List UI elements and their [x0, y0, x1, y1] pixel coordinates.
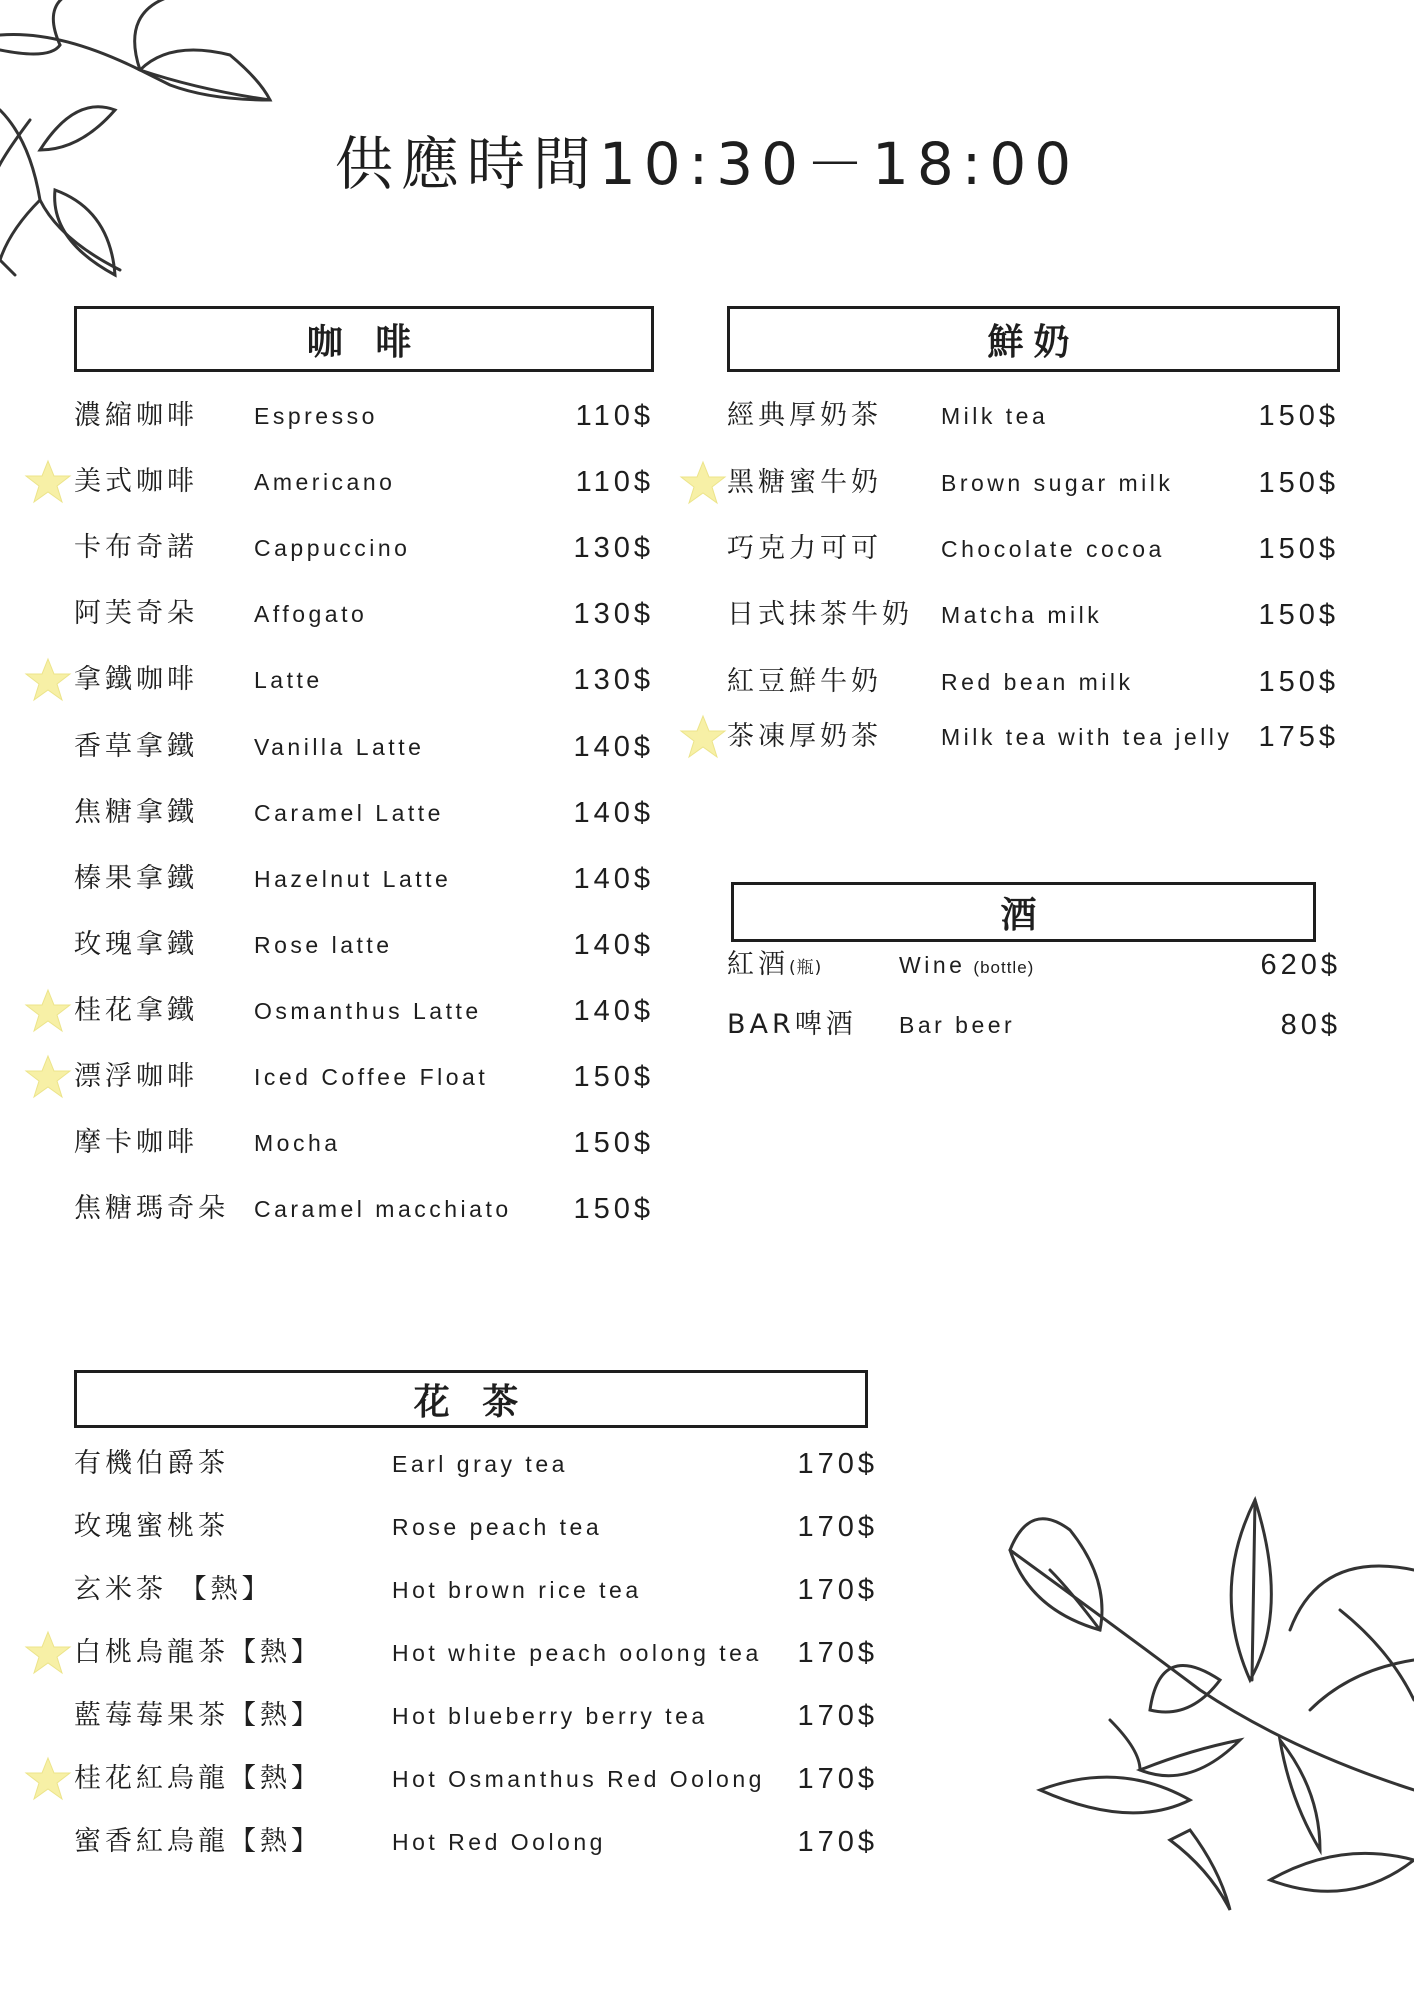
item-price: 175$: [1258, 721, 1339, 753]
item-price: 130$: [573, 532, 654, 565]
item-name-en: Milk tea with tea jelly: [941, 724, 1233, 750]
item-name-zh: 焦糖瑪奇朵: [74, 1193, 229, 1225]
item-price: 170$: [797, 1637, 878, 1669]
item-price: 140$: [573, 994, 654, 1027]
item-name-en: Hot white peach oolong tea: [392, 1640, 762, 1666]
menu-item-coffee: [74, 925, 664, 965]
page-title: 供應時間10:30－18:00: [334, 130, 1080, 198]
item-price: 170$: [797, 1448, 878, 1480]
item-name-zh: 黑糖蜜牛奶: [727, 467, 882, 498]
item-price: 150$: [573, 1193, 654, 1226]
item-name-zh: 藍莓莓果茶【熱】: [74, 1700, 322, 1731]
menu-item-milk: [727, 396, 1349, 436]
item-name-zh: 摩卡咖啡: [74, 1127, 198, 1159]
item-price: 150$: [1258, 599, 1339, 631]
menu-item-coffee: [74, 991, 664, 1031]
star-icon: [24, 1755, 72, 1803]
item-price: 170$: [797, 1700, 878, 1732]
item-name-en: Hazelnut Latte: [254, 865, 452, 892]
menu-item-milk: [727, 662, 1349, 702]
item-name-zh: 阿芙奇朵: [74, 598, 198, 630]
item-name-en: Iced Coffee Float: [254, 1064, 489, 1090]
item-name-zh: 桂花拿鐵: [74, 994, 198, 1026]
menu-item-tea: [74, 1444, 888, 1484]
star-icon: [24, 458, 72, 506]
item-name-zh: 榛果拿鐵: [74, 862, 198, 894]
menu-item-tea: [74, 1759, 888, 1799]
item-price: 170$: [797, 1511, 878, 1543]
item-name-en: Hot blueberry berry tea: [392, 1703, 708, 1729]
item-name-en: Latte: [254, 667, 323, 694]
section-header-coffee: 咖 啡: [74, 306, 654, 372]
star-icon: [679, 459, 727, 507]
item-price: 140$: [573, 928, 654, 961]
item-name-en: Red bean milk: [941, 669, 1134, 695]
item-name-en: Wine (bottle): [899, 952, 1035, 978]
item-price: 110$: [575, 400, 654, 432]
item-name-en: Affogato: [254, 601, 368, 628]
item-name-en: Osmanthus Latte: [254, 997, 482, 1024]
star-icon: [24, 1629, 72, 1677]
star-icon: [24, 1053, 72, 1101]
item-name-zh: 漂浮咖啡: [74, 1061, 198, 1092]
star-icon: [24, 987, 72, 1035]
menu-item-coffee: [74, 594, 664, 634]
item-price: 140$: [573, 796, 654, 829]
item-price: 130$: [573, 598, 654, 631]
item-price: 620$: [1260, 949, 1341, 981]
item-name-en: Caramel Latte: [254, 799, 444, 826]
item-price: 150$: [1258, 400, 1339, 432]
menu-item-coffee: [74, 462, 664, 502]
item-name-en: Milk tea: [941, 403, 1049, 429]
menu-item-milk: [727, 595, 1349, 635]
item-name-en: Americano: [254, 469, 396, 496]
menu-item-milk: [727, 717, 1349, 757]
menu-item-coffee: [74, 859, 664, 899]
item-name-zh: 拿鐵咖啡: [74, 664, 198, 696]
item-name-zh: 茶凍厚奶茶: [727, 721, 882, 752]
item-name-zh: 濃縮咖啡: [74, 400, 198, 431]
menu-item-coffee: [74, 396, 664, 436]
menu-item-coffee: [74, 793, 664, 833]
menu-item-coffee: [74, 528, 664, 568]
item-name-en: Caramel macchiato: [254, 1196, 512, 1223]
item-name-en: Rose latte: [254, 931, 393, 958]
item-price: 150$: [573, 1127, 654, 1160]
star-icon: [679, 713, 727, 761]
menu-item-tea: [74, 1822, 888, 1862]
item-name-zh: 美式咖啡: [74, 466, 198, 498]
item-name-en: Matcha milk: [941, 602, 1103, 628]
item-name-zh: BAR啤酒: [727, 1009, 857, 1040]
item-price: 170$: [797, 1826, 878, 1858]
menu-item-coffee: [74, 660, 664, 700]
item-price: 150$: [1258, 533, 1339, 565]
item-note-zh: (瓶): [789, 958, 823, 978]
item-name-en: Hot Osmanthus Red Oolong: [392, 1766, 765, 1792]
menu-item-milk: [727, 463, 1349, 503]
item-name-en: Hot brown rice tea: [392, 1577, 642, 1603]
item-price: 80$: [1280, 1009, 1341, 1041]
item-name-zh: 玫瑰拿鐵: [74, 928, 198, 960]
item-name-zh: 香草拿鐵: [74, 730, 198, 762]
section-header-milk: 鮮奶: [727, 306, 1340, 372]
item-price: 130$: [573, 664, 654, 697]
item-name-zh: 紅酒(瓶): [727, 949, 823, 980]
item-name-zh: 紅豆鮮牛奶: [727, 666, 882, 697]
item-name-en: Espresso: [254, 403, 378, 429]
item-name-zh: 卡布奇諾: [74, 532, 198, 564]
item-note-en: (bottle): [973, 958, 1035, 977]
leaf-branch-icon: [990, 1490, 1414, 1920]
star-icon: [24, 656, 72, 704]
item-name-zh: 焦糖拿鐵: [74, 796, 198, 828]
item-price: 140$: [573, 730, 654, 763]
menu-item-alcohol: [727, 1005, 1351, 1045]
item-price: 110$: [575, 466, 654, 499]
item-name-zh: 有機伯爵茶: [74, 1448, 229, 1479]
item-name-zh: 白桃烏龍茶【熱】: [74, 1637, 322, 1668]
item-name-en: Brown sugar milk: [941, 470, 1174, 496]
item-name-en: Rose peach tea: [392, 1514, 603, 1540]
menu-item-tea: [74, 1570, 888, 1610]
menu-item-tea: [74, 1507, 888, 1547]
menu-item-tea: [74, 1633, 888, 1673]
item-name-en: Vanilla Latte: [254, 733, 425, 760]
item-name-zh: 玫瑰蜜桃茶: [74, 1511, 229, 1542]
item-name-en: Bar beer: [899, 1012, 1016, 1038]
item-name-en: Mocha: [254, 1130, 341, 1157]
menu-item-alcohol: [727, 945, 1351, 985]
menu-item-coffee: [74, 1123, 664, 1163]
item-name-zh: 經典厚奶茶: [727, 400, 882, 431]
section-header-alcohol: 酒: [731, 882, 1316, 942]
section-header-tea: 花 茶: [74, 1370, 868, 1428]
item-name-en: Cappuccino: [254, 535, 411, 562]
item-price: 140$: [573, 862, 654, 895]
item-name-zh: 巧克力可可: [727, 533, 882, 564]
item-name-en: Chocolate cocoa: [941, 536, 1165, 562]
menu-item-tea: [74, 1696, 888, 1736]
item-price: 150$: [573, 1061, 654, 1093]
item-name-zh: 桂花紅烏龍【熱】: [74, 1763, 322, 1794]
item-name-zh: 玄米茶 【熱】: [74, 1574, 273, 1605]
menu-item-coffee: [74, 1189, 664, 1229]
menu-item-milk: [727, 529, 1349, 569]
item-price: 150$: [1258, 666, 1339, 698]
item-name-zh: 蜜香紅烏龍【熱】: [74, 1826, 322, 1857]
item-price: 150$: [1258, 467, 1339, 499]
item-price: 170$: [797, 1763, 878, 1795]
item-price: 170$: [797, 1574, 878, 1606]
item-name-zh: 日式抹茶牛奶: [727, 599, 913, 630]
menu-item-coffee: [74, 1057, 664, 1097]
item-name-en: Hot Red Oolong: [392, 1829, 606, 1855]
item-name-en: Earl gray tea: [392, 1451, 568, 1477]
menu-item-coffee: [74, 727, 664, 767]
